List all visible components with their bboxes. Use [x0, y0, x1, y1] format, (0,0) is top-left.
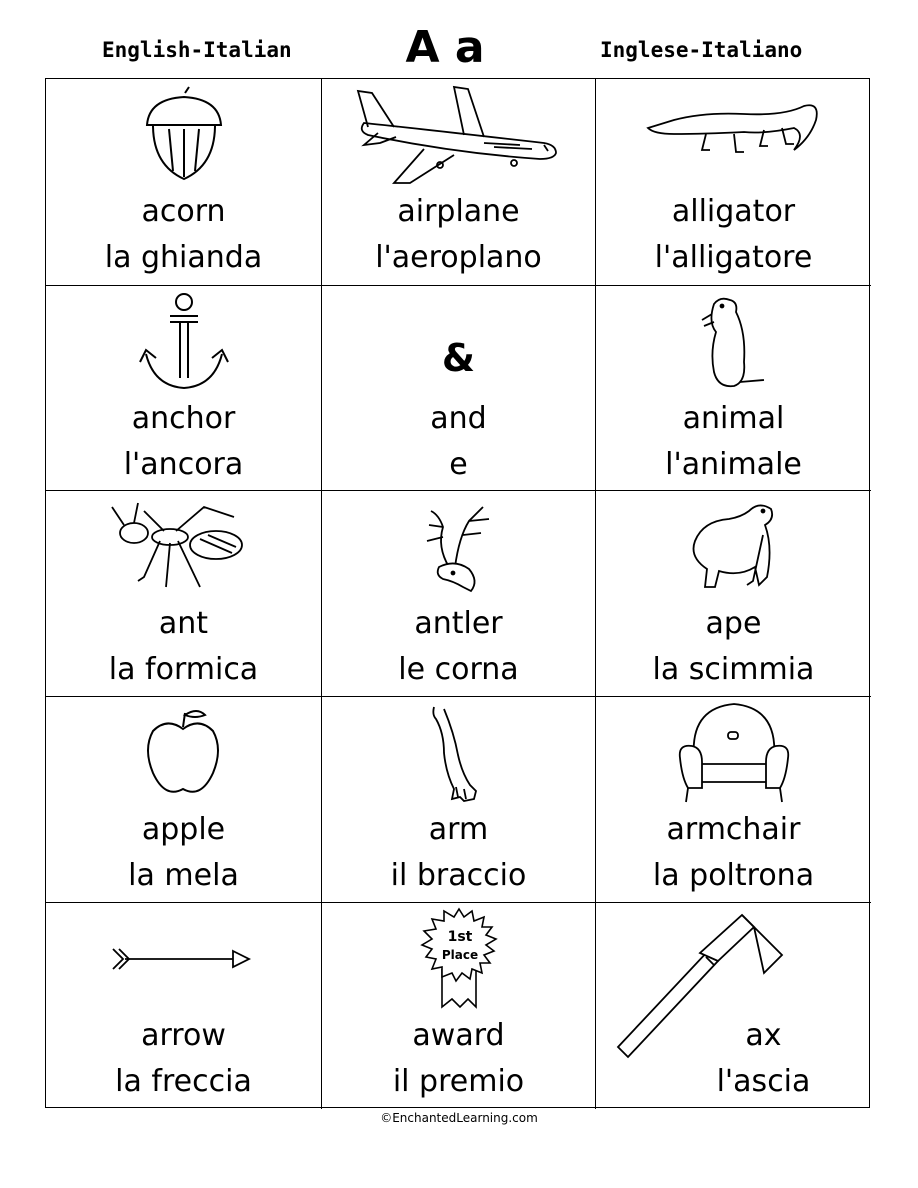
page-title: A a	[405, 22, 485, 73]
word-card-apple	[46, 697, 322, 903]
english-word: anchor	[131, 401, 236, 436]
english-word: apple	[141, 812, 226, 847]
english-word: award	[412, 1018, 505, 1053]
word-card-arm	[322, 697, 596, 903]
italian-word: l'ascia	[716, 1064, 811, 1099]
english-word: and	[430, 401, 487, 436]
word-card-ax	[596, 903, 871, 1109]
english-word: armchair	[666, 812, 801, 847]
header-english-italian: English-Italian	[102, 38, 292, 62]
italian-word: la formica	[108, 652, 259, 687]
ampersand-symbol: &	[441, 336, 476, 380]
groundhog-icon	[596, 292, 871, 392]
english-word: animal	[682, 401, 785, 436]
arm-icon	[322, 703, 595, 803]
english-word: antler	[414, 606, 503, 641]
acorn-icon	[46, 85, 321, 185]
italian-word: l'animale	[665, 447, 802, 482]
airplane-icon	[322, 85, 595, 185]
italian-word: l'ancora	[123, 447, 244, 482]
arrow-icon	[46, 909, 321, 1009]
english-word: arm	[428, 812, 489, 847]
word-card-armchair	[596, 697, 871, 903]
word-card-acorn	[46, 79, 322, 286]
english-word: arrow	[141, 1018, 226, 1053]
italian-word: l'alligatore	[654, 240, 813, 275]
anchor-icon	[46, 292, 321, 392]
word-card-award	[322, 903, 596, 1109]
vocabulary-grid	[45, 78, 870, 1108]
apple-icon	[46, 703, 321, 803]
word-card-anchor	[46, 286, 322, 491]
word-card-animal	[596, 286, 871, 491]
english-word: ax	[745, 1018, 782, 1053]
italian-word: il premio	[392, 1064, 525, 1099]
english-word: ape	[705, 606, 762, 641]
word-card-and	[322, 286, 596, 491]
award-rank-text: 1st	[447, 929, 472, 945]
english-word: alligator	[671, 194, 796, 229]
italian-word: l'aeroplano	[375, 240, 542, 275]
alligator-icon	[596, 85, 871, 185]
word-card-airplane	[322, 79, 596, 286]
word-card-ape	[596, 491, 871, 697]
italian-word: la freccia	[115, 1064, 252, 1099]
english-word: acorn	[141, 194, 226, 229]
award-place-text: Place	[441, 948, 478, 962]
award-ribbon-icon	[322, 909, 595, 1009]
word-card-antler	[322, 491, 596, 697]
armchair-icon	[596, 703, 871, 803]
italian-word: il braccio	[390, 858, 527, 893]
ape-icon	[596, 497, 871, 597]
italian-word: la scimmia	[652, 652, 815, 687]
header-inglese-italiano: Inglese-Italiano	[600, 38, 803, 62]
word-card-alligator	[596, 79, 871, 286]
italian-word: le corna	[398, 652, 519, 687]
word-card-arrow	[46, 903, 322, 1109]
copyright-footer: ©EnchantedLearning.com	[380, 1111, 538, 1125]
english-word: airplane	[397, 194, 520, 229]
english-word: ant	[158, 606, 209, 641]
word-card-ant	[46, 491, 322, 697]
antler-icon	[322, 497, 595, 597]
ant-icon	[46, 497, 321, 597]
italian-word: la mela	[128, 858, 239, 893]
italian-word: e	[449, 447, 468, 482]
italian-word: la poltrona	[652, 858, 815, 893]
italian-word: la ghianda	[104, 240, 263, 275]
